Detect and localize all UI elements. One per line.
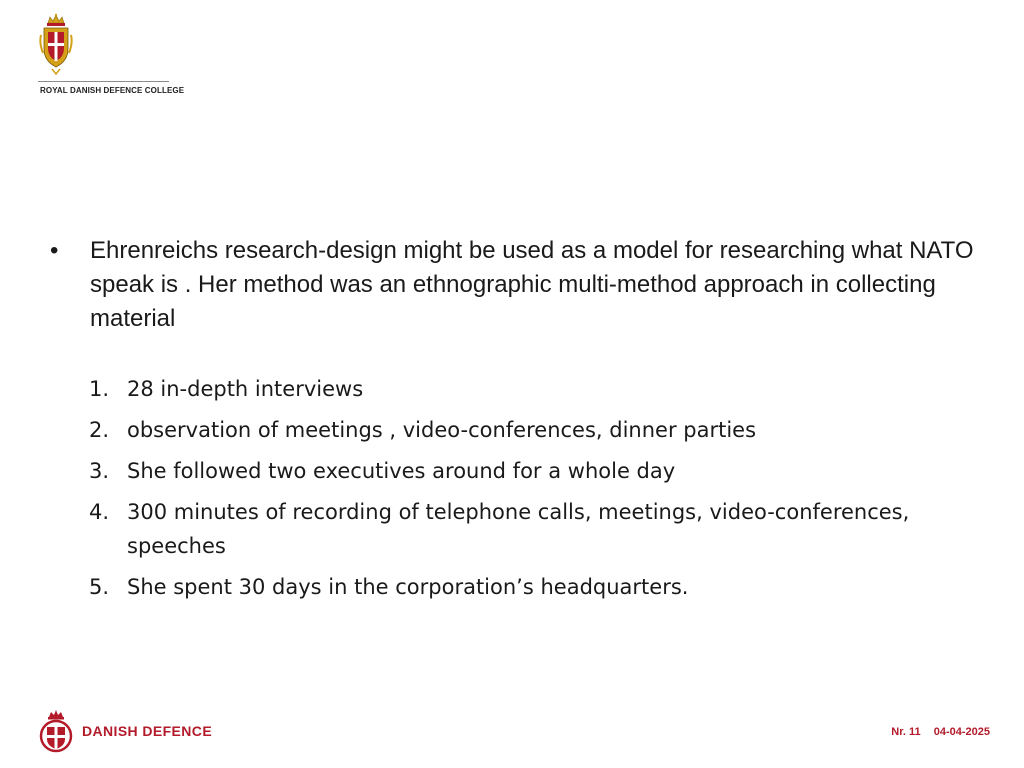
danish-defence-crest-icon xyxy=(38,709,74,753)
list-item xyxy=(89,413,989,447)
list-item xyxy=(89,570,989,604)
logo-caption: ROYAL DANISH DEFENCE COLLEGE xyxy=(40,86,185,95)
method-list xyxy=(89,372,989,611)
main-bullet xyxy=(50,234,990,336)
list-item xyxy=(89,495,989,563)
list-number: 2. xyxy=(89,418,110,442)
list-text: 28 in-depth interviews xyxy=(127,377,364,401)
list-number: 4. xyxy=(89,500,110,524)
footer-brand: DANISH DEFENCE xyxy=(82,723,213,739)
list-text: She spent 30 days in the corporation’s headquarters. xyxy=(127,575,689,599)
crest-icon xyxy=(39,13,73,75)
page-info xyxy=(891,726,990,738)
list-text: observation of meetings , video-conferences, dinner parties xyxy=(127,418,757,442)
bullet-symbol: • xyxy=(50,237,59,264)
footer-logo xyxy=(38,708,212,754)
logo-divider xyxy=(38,81,169,82)
list-number: 5. xyxy=(89,575,110,599)
list-item xyxy=(89,372,989,406)
list-item xyxy=(89,454,989,488)
bullet-text: Ehrenreichs research-design might be used as a model for researching what NATO speak is . Her method was an ethnographic multi-method approach in collecting material xyxy=(90,237,974,332)
list-text: 300 minutes of recording of telephone calls, meetings, video-conferences, speeches xyxy=(127,500,910,558)
slide-date: 04-04-2025 xyxy=(933,726,990,738)
list-number: 3. xyxy=(89,459,110,483)
list-text: She followed two executives around for a whole day xyxy=(127,459,676,483)
page-number: Nr. 11 xyxy=(891,726,921,738)
list-number: 1. xyxy=(89,377,110,401)
